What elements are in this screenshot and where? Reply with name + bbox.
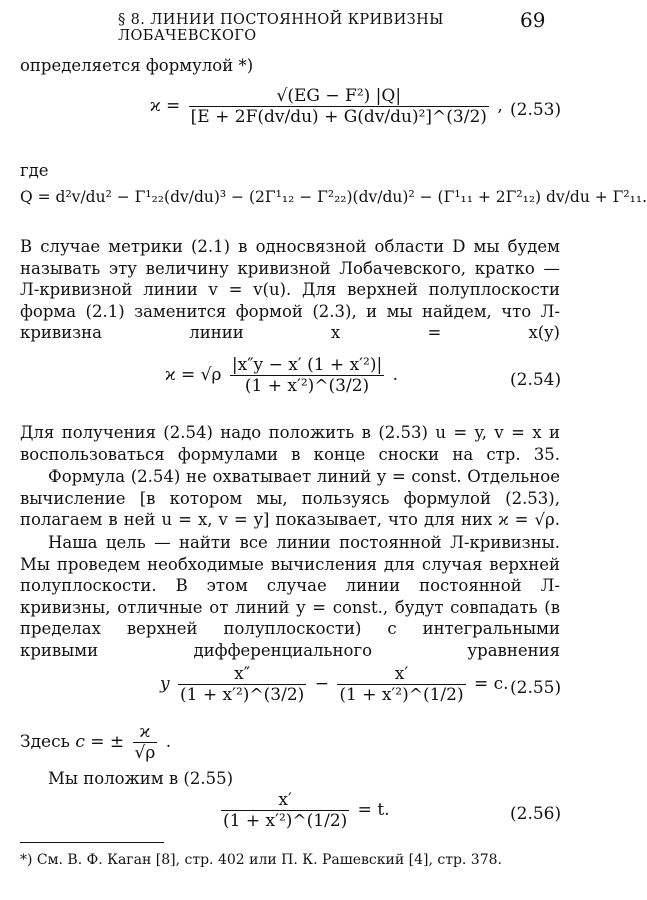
here-label: Здесь [20,732,70,752]
eq253-number: (2.53) [510,100,562,120]
eq256-fraction [221,790,349,831]
paragraph-metric: В случае метрики (2.1) в односвязной области D мы будем называть эту величину кривизной Лобачевского, кратко — Л-кривизной линии v = v(u). Для верхней полуплоскости форма (2.1) заменится формой (2.3), и мы найдем, что Л-кривизна линии x = x(y) [20,237,560,342]
eq253-lhs: ϰ = [150,96,181,116]
eq256-rhs: = t. [357,800,390,820]
c-fraction [133,722,158,763]
paragraph-intro: определяется формулой *) [20,56,254,75]
paragraph-derivation: Для получения (2.54) надо положить в (2.53) u = y, v = x и воспользоваться формулами в конце сноски на стр. 35. [20,423,560,464]
c-numerator: ϰ [133,722,158,743]
eq254-fraction [230,355,384,396]
eq255-y: y [160,674,170,694]
equation-Q: Q = d²v/du² − Γ¹₂₂(dv/du)³ − (2Γ¹₁₂ − Γ²₂₂)(dv/du)² − (Γ¹₁₁ + 2Γ²₁₂) dv/du + Γ²₁₁. [20,188,647,206]
eq256-numerator: x′ [221,790,349,811]
footnote: *) См. В. Ф. Каган [8], стр. 402 или П. К. Рашевский [4], стр. 378. [20,852,502,868]
c-denominator: √ρ [134,743,156,763]
paragraph-where: где [20,161,49,180]
eq255-numerator-2: x′ [337,664,465,685]
eq256-denominator: (1 + x′²)^(1/2) [223,811,348,831]
running-header [0,8,578,44]
equation-2-56 [218,790,390,831]
eq255-denominator-1: (1 + x′²)^(3/2) [180,685,305,705]
equation-2-54: ϰ = √ρ $\frac{\text{|x″y − x′ (1 + x′²)|}}{\text{(1 + x′²)\textasciicircum{}(3/2)}}$ . [165,355,398,396]
eq254-lhs: ϰ = √ρ [165,365,222,385]
paragraph-goal: Наша цель — найти все линии постоянной Л-кривизны. Мы проведем необходимые вычисления для случая верхней полуплоскости. В этом случае линии постоянной Л-кривизны, отличные от линий y = const., будут совпадать (в пределах верхней полуплоскости) с интегральными кривыми дифференциального уравнения [20,533,560,660]
eq253-numerator: √(EG − F²) |Q| [189,86,489,107]
eq255-numerator-1: x″ [178,664,306,685]
eq255-fraction-2 [337,664,465,705]
eq256-number: (2.56) [510,804,562,824]
eq254-number: (2.54) [510,370,562,390]
eq253-denominator: [E + 2F(dv/du) + G(dv/du)²]^(3/2) [190,107,487,127]
equation-2-55: y $\frac{x''}{\text{(1 + x′²)\textasciicircum{}(3/2)}}$ − $\frac{x'}{\text{(1 + x′²)\textasciicircum{}(1/2)}}$ = c. [160,664,509,705]
footnote-rule [20,842,164,843]
eq255-fraction-1 [178,664,306,705]
page-number: 69 [520,8,546,32]
eq253-fraction [189,86,489,127]
section-title: § 8. ЛИНИИ ПОСТОЯННОЙ КРИВИЗНЫ ЛОБАЧЕВСКОГО [118,12,444,44]
paragraph-substitute: Мы положим в (2.55) [48,769,234,788]
equation-2-53: ϰ = $\frac{\text{√(EG − F²) |Q|}}{\text{[E + 2F(dv/du) + G(dv/du)²]\textasciicircum{}(3/2)}}$ , [150,86,503,127]
eq255-rhs: = c. [474,674,509,694]
c-lhs: c = ± [75,732,125,752]
eq255-number: (2.55) [510,678,562,698]
equation-c: Здесь c = ± $\frac{ϰ}{√\rho}$ . [20,722,172,763]
paragraph-formula-254: Формула (2.54) не охватывает линий y = const. Отдельное вычисление [в котором мы, пользуясь формулой (2.53), полагаем в ней u = x, v = y] показывает, что для них ϰ = √ρ. [20,467,560,529]
eq254-denominator: (1 + x′²)^(3/2) [244,376,370,396]
eq254-numerator: |x″y − x′ (1 + x′²)| [231,355,383,375]
eq255-denominator-2: (1 + x′²)^(1/2) [339,685,464,705]
